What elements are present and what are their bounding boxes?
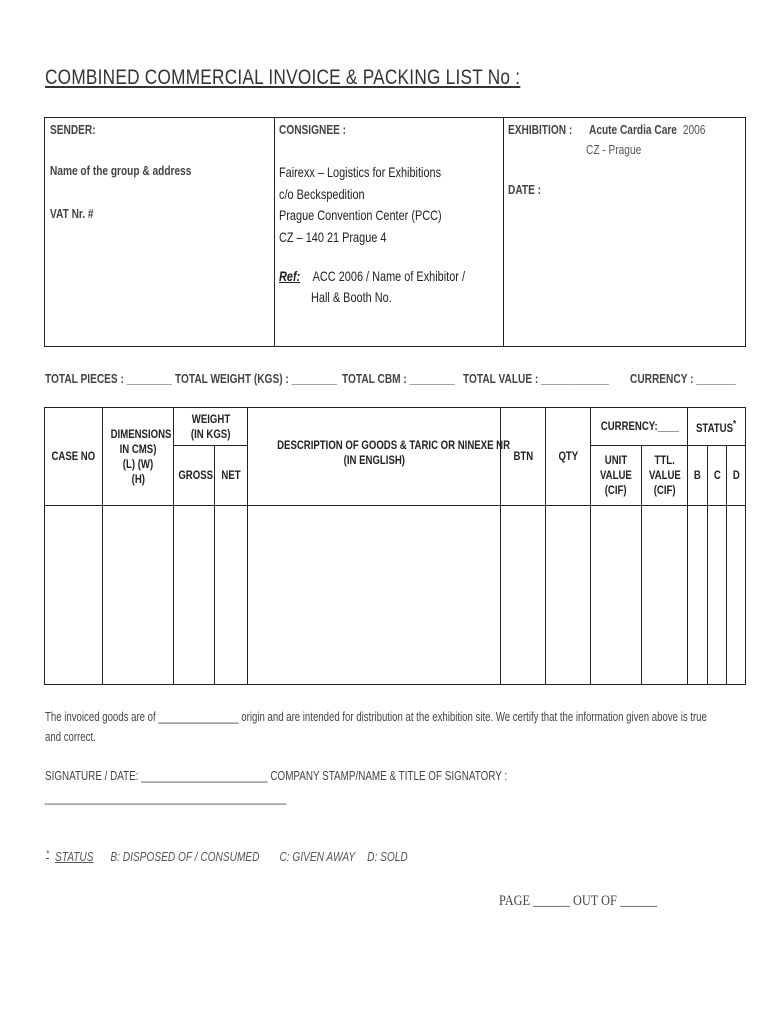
cell-net[interactable] (215, 506, 248, 685)
cell-status-c[interactable] (708, 506, 727, 685)
col-dimensions: DIMENSIONS IN CMS) (L) (W) (H) (103, 408, 174, 506)
col-status-b: B (688, 446, 708, 506)
ref-row (279, 268, 465, 284)
signature-line1: SIGNATURE / DATE: _______________________ COMPANY STAMP/NAME & TITLE OF SIGNATORY : (45, 768, 508, 783)
total-pieces: TOTAL PIECES : ________ (45, 371, 172, 386)
consignee-line: CZ – 140 21 Prague 4 (279, 228, 387, 245)
header-divider-1 (274, 118, 275, 346)
sender-name-line: Name of the group & address (50, 163, 192, 178)
exhibition-year: 2006 (682, 122, 706, 137)
page-number: PAGE ______ OUT OF ______ (499, 893, 657, 909)
ref-line2: Hall & Booth No. (311, 289, 392, 305)
document-title: COMBINED COMMERCIAL INVOICE & PACKING LIST No : (45, 66, 521, 89)
cell-btn[interactable] (501, 506, 546, 685)
status-legend (46, 849, 408, 864)
signature-line2: _______________________________________________ (45, 790, 287, 805)
cell-description[interactable] (248, 506, 501, 685)
exhibition-name: Acute Cardia Care (589, 122, 677, 137)
col-unit-value: UNIT VALUE (CIF) (591, 446, 642, 506)
cell-status-d[interactable] (727, 506, 746, 685)
declaration-line2: and correct. (45, 729, 96, 744)
cell-qty[interactable] (546, 506, 591, 685)
consignee-line: Prague Convention Center (PCC) (279, 207, 442, 223)
exhibition-location: CZ - Prague (586, 142, 642, 157)
total-weight: TOTAL WEIGHT (KGS) : ________ (175, 371, 337, 386)
total-value: TOTAL VALUE : ____________ (463, 371, 609, 386)
cell-case-no[interactable] (45, 506, 103, 685)
date-label: DATE : (508, 182, 542, 197)
cell-unit-value[interactable] (591, 506, 642, 685)
col-status: STATUS* (688, 408, 746, 446)
sender-vat-line: VAT Nr. # (50, 206, 94, 221)
col-ttl-value: TTL. VALUE (CIF) (642, 446, 688, 506)
legend-status: STATUS (54, 849, 94, 864)
col-description: DESCRIPTION OF GOODS & TARIC OR NINEXE NR (IN ENGLISH) (248, 408, 501, 506)
col-status-d: D (727, 446, 746, 506)
cell-dimensions[interactable] (103, 506, 174, 685)
items-table (44, 407, 746, 685)
consignee-line: Fairexx – Logistics for Exhibitions (279, 164, 442, 180)
header-divider-2 (503, 118, 504, 346)
legend-c: C: GIVEN AWAY (279, 849, 355, 864)
col-currency: CURRENCY:____ (591, 408, 688, 446)
table-row (45, 506, 746, 685)
col-weight: WEIGHT (IN KGS) (174, 408, 248, 446)
col-case-no: CASE NO (45, 408, 103, 506)
cell-ttl-value[interactable] (642, 506, 688, 685)
ref-line1: ACC 2006 / Name of Exhibitor / (312, 268, 465, 284)
consignee-label: CONSIGNEE : (279, 122, 347, 137)
legend-star: * (46, 849, 50, 860)
consignee-address (279, 162, 442, 248)
legend-b: B: DISPOSED OF / CONSUMED (110, 849, 260, 864)
col-qty: QTY (546, 408, 591, 506)
ref-label: Ref: (279, 268, 301, 284)
consignee-line: c/o Beckspedition (279, 185, 365, 202)
sender-label: SENDER: (50, 122, 96, 137)
cell-status-b[interactable] (688, 506, 708, 685)
col-net: NET (215, 446, 248, 506)
col-btn: BTN (501, 408, 546, 506)
declaration-line1: The invoiced goods are of _______________ origin and are intended for distribution at the exhibition site. We certify that the information given above is true (45, 709, 707, 724)
exhibition-name-row (589, 122, 705, 137)
total-cbm: TOTAL CBM : ________ (342, 371, 455, 386)
col-status-c: C (708, 446, 727, 506)
legend-d: D: SOLD (367, 849, 408, 864)
cell-gross[interactable] (174, 506, 215, 685)
col-gross: GROSS (174, 446, 215, 506)
currency-total: CURRENCY : _______ (630, 371, 736, 386)
exhibition-label: EXHIBITION : (508, 122, 573, 137)
